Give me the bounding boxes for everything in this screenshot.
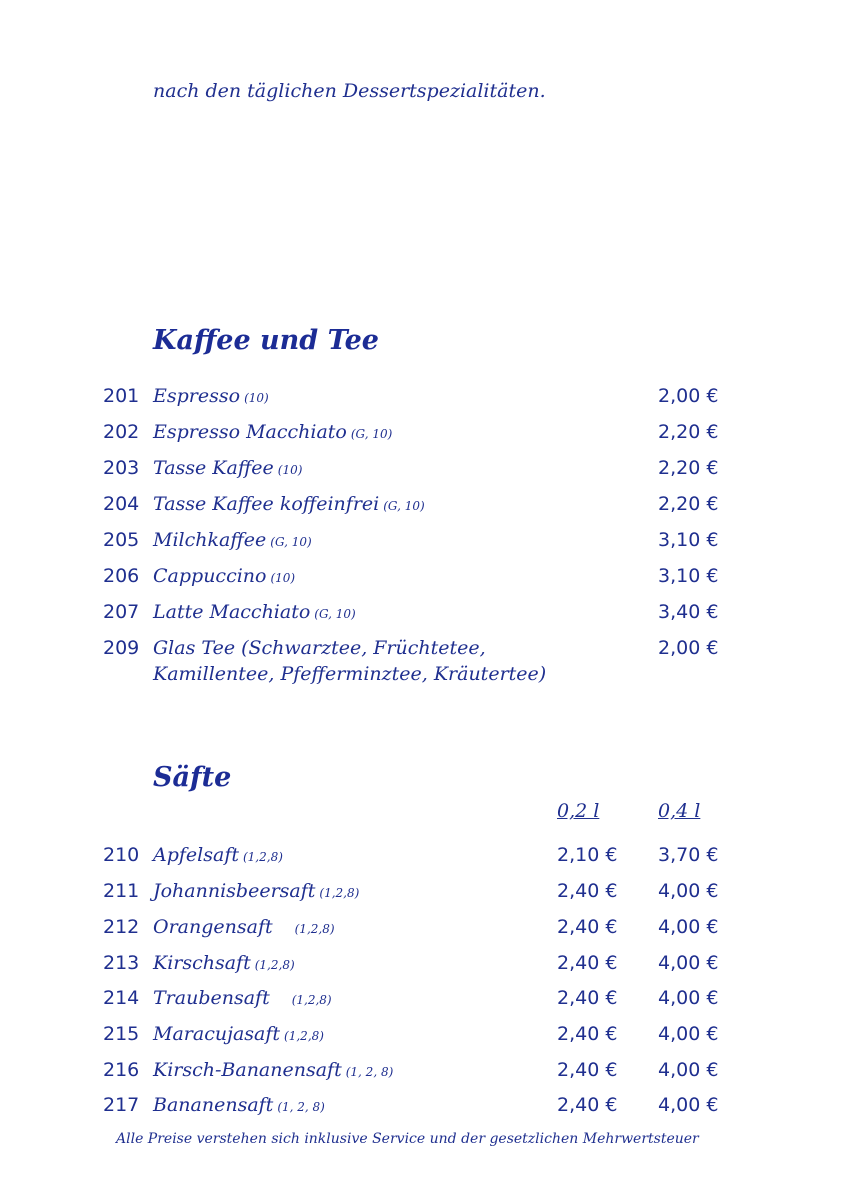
allergen-note: (10) (244, 391, 269, 405)
coffee-row (0, 529, 849, 563)
allergen-note: (1,2,8) (319, 886, 360, 900)
item-name: Maracujasaft (1,2,8) (153, 1023, 324, 1045)
coffee-row (0, 457, 849, 491)
price-large: 4,00 € (658, 987, 719, 1009)
price-large: 4,00 € (658, 916, 719, 938)
item-number: 212 (103, 916, 140, 938)
item-price: 3,40 € (658, 601, 719, 623)
allergen-note: (1,2,8) (254, 958, 295, 972)
item-price: 2,20 € (658, 457, 719, 479)
juice-row (0, 916, 849, 950)
allergen-note: (1,2,8) (284, 1029, 324, 1043)
juice-row (0, 1023, 849, 1057)
price-small: 2,40 € (557, 952, 618, 974)
coffee-heading: Kaffee und Tee (153, 325, 379, 356)
allergen-note: (1, 2, 8) (345, 1065, 394, 1079)
footer-note: Alle Preise verstehen sich inklusive Service und der gesetzlichen Mehrwertsteuer (116, 1131, 699, 1147)
item-number: 209 (103, 637, 140, 659)
juice-row (0, 1094, 849, 1128)
juice-row (0, 1059, 849, 1093)
item-number: 216 (103, 1059, 140, 1081)
allergen-note: (1,2,8) (294, 922, 335, 936)
item-number: 206 (103, 565, 140, 587)
allergen-note: (1,2,8) (291, 993, 332, 1007)
item-number: 214 (103, 987, 140, 1009)
item-number: 215 (103, 1023, 140, 1045)
coffee-row (0, 493, 849, 527)
item-number: 205 (103, 529, 140, 551)
column-header-large: 0,4 l (658, 800, 701, 822)
item-price: 2,20 € (658, 493, 719, 515)
coffee-row (0, 565, 849, 599)
price-large: 4,00 € (658, 1094, 719, 1116)
item-name: Johannisbeersaft (1,2,8) (153, 880, 360, 902)
item-name: Tasse Kaffee koffeinfrei (G, 10) (153, 493, 425, 515)
item-price: 2,00 € (658, 385, 719, 407)
item-number: 201 (103, 385, 140, 407)
item-number: 217 (103, 1094, 140, 1116)
item-price: 3,10 € (658, 529, 719, 551)
item-price: 2,20 € (658, 421, 719, 443)
item-name: Glas Tee (Schwarztee, Früchtetee, Kamillentee, Pfefferminztee, Kräutertee) (153, 637, 547, 685)
item-name: Cappuccino (10) (153, 565, 296, 587)
allergen-note: (10) (270, 571, 296, 585)
coffee-row (0, 637, 849, 697)
item-name: Latte Macchiato (G, 10) (153, 601, 356, 623)
price-large: 4,00 € (658, 952, 719, 974)
item-number: 213 (103, 952, 140, 974)
item-number: 210 (103, 844, 140, 866)
item-name: Tasse Kaffee (10) (153, 457, 303, 479)
juice-row (0, 952, 849, 986)
item-name: Milchkaffee (G, 10) (153, 529, 312, 551)
item-name: Orangensaft (1,2,8) (153, 916, 335, 938)
item-name: Kirschsaft (1,2,8) (153, 952, 295, 974)
item-name: Espresso Macchiato (G, 10) (153, 421, 393, 443)
item-price: 3,10 € (658, 565, 719, 587)
price-small: 2,40 € (557, 1059, 618, 1081)
item-number: 202 (103, 421, 140, 443)
coffee-row (0, 421, 849, 455)
price-large: 4,00 € (658, 880, 719, 902)
juices-heading: Säfte (153, 762, 232, 793)
coffee-row (0, 601, 849, 635)
allergen-note: (10) (277, 463, 303, 477)
item-number: 204 (103, 493, 140, 515)
price-large: 4,00 € (658, 1059, 719, 1081)
price-small: 2,10 € (557, 844, 618, 866)
item-name: Traubensaft (1,2,8) (153, 987, 332, 1009)
price-large: 4,00 € (658, 1023, 719, 1045)
price-small: 2,40 € (557, 1094, 618, 1116)
column-header-small: 0,2 l (557, 800, 600, 822)
item-number: 203 (103, 457, 140, 479)
item-name: Apfelsaft (1,2,8) (153, 844, 283, 866)
price-small: 2,40 € (557, 1023, 618, 1045)
allergen-note: (1, 2, 8) (277, 1100, 325, 1114)
juice-row (0, 844, 849, 878)
item-name-line2: Kamillentee, Pfefferminztee, Kräutertee) (153, 663, 547, 685)
allergen-note: (1,2,8) (242, 850, 283, 864)
intro-text: nach den täglichen Dessertspezialitäten. (153, 80, 546, 102)
allergen-note: (G, 10) (350, 427, 393, 441)
item-name: Bananensaft (1, 2, 8) (153, 1094, 325, 1116)
price-small: 2,40 € (557, 916, 618, 938)
item-name: Espresso (10) (153, 385, 269, 407)
item-number: 207 (103, 601, 140, 623)
item-name: Kirsch-Bananensaft (1, 2, 8) (153, 1059, 394, 1081)
price-small: 2,40 € (557, 987, 618, 1009)
coffee-row (0, 385, 849, 419)
price-large: 3,70 € (658, 844, 719, 866)
allergen-note: (G, 10) (383, 499, 425, 513)
allergen-note: (G, 10) (270, 535, 312, 549)
juice-row (0, 880, 849, 914)
item-number: 211 (103, 880, 140, 902)
price-small: 2,40 € (557, 880, 618, 902)
allergen-note: (G, 10) (314, 607, 356, 621)
item-price: 2,00 € (658, 637, 719, 659)
juice-row (0, 987, 849, 1021)
